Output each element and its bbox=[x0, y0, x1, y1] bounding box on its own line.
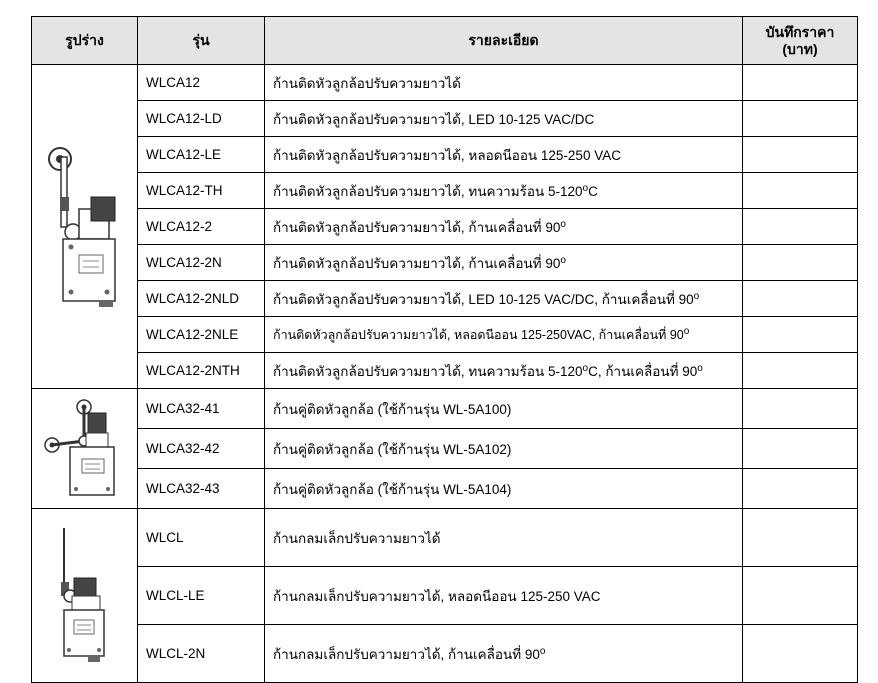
product-image-cell bbox=[32, 509, 138, 683]
header-price bbox=[743, 17, 858, 65]
description-cell: ก้านติดหัวลูกล้อปรับความยาวได้ bbox=[265, 65, 743, 101]
header-description: รายละเอียด bbox=[265, 17, 743, 65]
price-cell[interactable] bbox=[743, 101, 858, 137]
price-cell[interactable] bbox=[743, 137, 858, 173]
table-row bbox=[32, 509, 858, 567]
model-cell: WLCA32-41 bbox=[138, 389, 265, 429]
price-cell[interactable] bbox=[743, 469, 858, 509]
price-cell[interactable] bbox=[743, 509, 858, 567]
description-cell: ก้านติดหัวลูกล้อปรับความยาวได้, ก้านเคลื่อนที่ 90$^o$ bbox=[265, 245, 743, 281]
model-cell: WLCA32-43 bbox=[138, 469, 265, 509]
table-row bbox=[32, 469, 858, 509]
header-price-line2: (บาท) bbox=[782, 40, 818, 57]
header-price-line1: บันทึกราคา bbox=[765, 23, 835, 40]
header-model: รุ่น bbox=[138, 17, 265, 65]
degree-symbol: o bbox=[693, 290, 700, 302]
limit-switch-adjustable-roller-lever-icon bbox=[43, 137, 127, 317]
description-cell: ก้านติดหัวลูกล้อปรับความยาวได้, ก้านเคลื่อนที่ 90$^o$ bbox=[265, 209, 743, 245]
table-row bbox=[32, 245, 858, 281]
model-cell: WLCA12 bbox=[138, 65, 265, 101]
description-cell: ก้านติดหัวลูกล้อปรับความยาวได้, LED 10-125 VAC/DC, ก้านเคลื่อนที่ 90$^o$ bbox=[265, 281, 743, 317]
description-cell: ก้านติดหัวลูกล้อปรับความยาวได้, ทนความร้อน 5-120$^o$C bbox=[265, 173, 743, 209]
degree-symbol: o bbox=[697, 362, 703, 374]
model-cell: WLCA12-TH bbox=[138, 173, 265, 209]
description-cell: ก้านกลมเล็กปรับความยาวได้, ก้านเคลื่อนที่ 90$^o$ bbox=[265, 625, 743, 683]
price-cell[interactable] bbox=[743, 625, 858, 683]
price-cell[interactable] bbox=[743, 245, 858, 281]
model-cell: WLCA12-2NLE bbox=[138, 317, 265, 353]
product-image-cell bbox=[32, 65, 138, 389]
degree-symbol: o bbox=[539, 645, 546, 657]
table-row bbox=[32, 65, 858, 101]
description-cell: ก้านติดหัวลูกล้อปรับความยาวได้, LED 10-125 VAC/DC bbox=[265, 101, 743, 137]
model-cell: WLCA12-2NLD bbox=[138, 281, 265, 317]
degree-symbol: o bbox=[560, 218, 566, 230]
header-row bbox=[32, 17, 858, 65]
model-cell: WLCA12-2N bbox=[138, 245, 265, 281]
degree-symbol: o bbox=[560, 254, 566, 266]
description-cell: ก้านคู่ติดหัวลูกล้อ (ใช้ก้านรุ่น WL-5A100) bbox=[265, 389, 743, 429]
model-cell: WLCA12-2 bbox=[138, 209, 265, 245]
table-row bbox=[32, 137, 858, 173]
table-row bbox=[32, 209, 858, 245]
model-cell: WLCA12-LE bbox=[138, 137, 265, 173]
product-image-cell bbox=[32, 389, 138, 509]
description-cell: ก้านกลมเล็กปรับความยาวได้ bbox=[265, 509, 743, 567]
table-row bbox=[32, 317, 858, 353]
model-cell: WLCL-2N bbox=[138, 625, 265, 683]
price-cell[interactable] bbox=[743, 209, 858, 245]
description-cell: ก้านคู่ติดหัวลูกล้อ (ใช้ก้านรุ่น WL-5A102) bbox=[265, 429, 743, 469]
degree-symbol: o bbox=[582, 182, 589, 194]
model-cell: WLCA12-2NTH bbox=[138, 353, 265, 389]
product-table bbox=[31, 16, 858, 683]
table-row bbox=[32, 389, 858, 429]
header-shape: รูปร่าง bbox=[32, 17, 138, 65]
description-cell: ก้านติดหัวลูกล้อปรับความยาวได้, หลอดนีออน 125-250VAC, ก้านเคลื่อนที่ 90$^o$ bbox=[265, 317, 743, 353]
price-cell[interactable] bbox=[743, 429, 858, 469]
price-cell[interactable] bbox=[743, 353, 858, 389]
price-cell[interactable] bbox=[743, 317, 858, 353]
limit-switch-fork-roller-lever-icon bbox=[40, 395, 130, 503]
table-row bbox=[32, 625, 858, 683]
model-cell: WLCA32-42 bbox=[138, 429, 265, 469]
table-row bbox=[32, 353, 858, 389]
price-cell[interactable] bbox=[743, 281, 858, 317]
model-cell: WLCL bbox=[138, 509, 265, 567]
limit-switch-rod-lever-icon bbox=[50, 526, 120, 666]
price-cell[interactable] bbox=[743, 567, 858, 625]
price-cell[interactable] bbox=[743, 389, 858, 429]
price-cell[interactable] bbox=[743, 65, 858, 101]
description-cell: ก้านคู่ติดหัวลูกล้อ (ใช้ก้านรุ่น WL-5A104) bbox=[265, 469, 743, 509]
table-row bbox=[32, 567, 858, 625]
description-cell: ก้านติดหัวลูกล้อปรับความยาวได้, ทนความร้อน 5-120$^o$C, ก้านเคลื่อนที่ 90$^o$ bbox=[265, 353, 743, 389]
model-cell: WLCA12-LD bbox=[138, 101, 265, 137]
description-cell: ก้านกลมเล็กปรับความยาวได้, หลอดนีออน 125-250 VAC bbox=[265, 567, 743, 625]
price-cell[interactable] bbox=[743, 173, 858, 209]
model-cell: WLCL-LE bbox=[138, 567, 265, 625]
table-row bbox=[32, 101, 858, 137]
table-row bbox=[32, 429, 858, 469]
description-cell: ก้านติดหัวลูกล้อปรับความยาวได้, หลอดนีออน 125-250 VAC bbox=[265, 137, 743, 173]
table-row bbox=[32, 281, 858, 317]
degree-symbol: o bbox=[582, 362, 589, 374]
table-row bbox=[32, 173, 858, 209]
degree-symbol: o bbox=[683, 325, 690, 337]
